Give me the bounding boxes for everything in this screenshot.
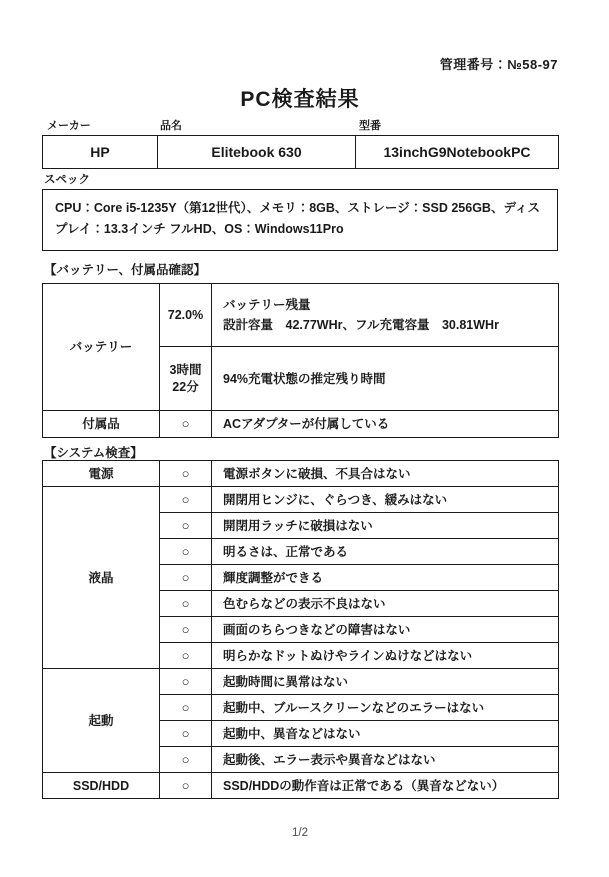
product-table xyxy=(42,135,559,169)
spec-box: CPU：Core i5-1235Y（第12世代）、メモリ：8GB、ストレージ：SSD 256GB、ディスプレイ：13.3インチ フルHD、OS：Windows11Pro xyxy=(42,189,558,251)
pass-circle-mark: ○ xyxy=(160,461,212,487)
pass-circle-mark: ○ xyxy=(160,773,212,799)
pass-circle-mark: ○ xyxy=(160,669,212,695)
battery-row-label: バッテリー xyxy=(43,284,160,411)
group-label-power: 電源 xyxy=(43,461,160,487)
system-section-title: 【システム検査】 xyxy=(44,446,143,460)
group-label-lcd: 液晶 xyxy=(43,487,160,669)
accessory-row xyxy=(43,411,559,438)
pass-circle-mark: ○ xyxy=(160,565,212,591)
pass-circle-mark: ○ xyxy=(160,513,212,539)
battery-runtime-minutes: 22分 xyxy=(172,379,199,394)
pass-circle-mark: ○ xyxy=(160,643,212,669)
check-item-text: 起動時間に異常はない xyxy=(212,669,559,695)
check-item-text: SSD/HDDの動作音は正常である（異音などない） xyxy=(212,773,559,799)
maker-value: HP xyxy=(43,136,158,169)
accessory-desc: ACアダプターが付属している xyxy=(212,411,559,438)
check-item-text: 明るさは、正常である xyxy=(212,539,559,565)
pass-circle-mark: ○ xyxy=(160,695,212,721)
check-item-text: 輝度調整ができる xyxy=(212,565,559,591)
system-inspection-table xyxy=(42,460,559,799)
battery-charge-desc-line2: 設計容量 42.77WHr、フル充電容量 30.81WHr xyxy=(223,318,499,332)
table-row xyxy=(43,773,559,799)
check-item-text: 電源ボタンに破損、不具合はない xyxy=(212,461,559,487)
model-column-label: 型番 xyxy=(359,120,381,132)
page-number: 1/2 xyxy=(292,827,308,839)
check-item-text: 画面のちらつきなどの障害はない xyxy=(212,617,559,643)
table-row xyxy=(43,461,559,487)
product-name-column-label: 品名 xyxy=(160,120,182,132)
management-number: 管理番号：№58-97 xyxy=(439,57,558,72)
check-item-text: 明らかなドットぬけやラインぬけなどはない xyxy=(212,643,559,669)
table-row xyxy=(43,669,559,695)
pass-circle-mark: ○ xyxy=(160,487,212,513)
check-item-text: 起動後、エラー表示や異音などはない xyxy=(212,747,559,773)
pass-circle-mark: ○ xyxy=(160,591,212,617)
pass-circle-mark: ○ xyxy=(160,747,212,773)
pass-circle-mark: ○ xyxy=(160,617,212,643)
group-label-boot: 起動 xyxy=(43,669,160,773)
table-row xyxy=(43,487,559,513)
product-name-value: Elitebook 630 xyxy=(158,136,356,169)
product-column-labels xyxy=(42,120,558,133)
check-item-text: 起動中、異音などはない xyxy=(212,721,559,747)
product-table-row xyxy=(43,136,559,169)
battery-runtime-desc: 94%充電状態の推定残り時間 xyxy=(212,347,559,411)
page-title: PC検査結果 xyxy=(240,88,360,111)
battery-charge-desc xyxy=(212,284,559,347)
check-item-text: 開閉用ラッチに破損はない xyxy=(212,513,559,539)
spec-section-label: スペック xyxy=(44,174,90,186)
check-item-text: 起動中、ブルースクリーンなどのエラーはない xyxy=(212,695,559,721)
battery-charge-value: 72.0% xyxy=(160,284,212,347)
pass-circle-mark: ○ xyxy=(160,721,212,747)
pass-circle-mark: ○ xyxy=(160,539,212,565)
battery-section-title: 【バッテリー、付属品確認】 xyxy=(44,263,207,277)
document-content xyxy=(42,0,558,840)
group-label-ssd-hdd: SSD/HDD xyxy=(43,773,160,799)
check-item-text: 色むらなどの表示不良はない xyxy=(212,591,559,617)
accessory-row-label: 付属品 xyxy=(43,411,160,438)
battery-runtime-value xyxy=(160,347,212,411)
battery-charge-desc-line1: バッテリー残量 xyxy=(223,298,311,312)
pass-circle-mark: ○ xyxy=(160,411,212,438)
maker-column-label: メーカー xyxy=(47,120,91,132)
battery-charge-row xyxy=(43,284,559,347)
battery-table xyxy=(42,283,559,438)
model-value: 13inchG9NotebookPC xyxy=(356,136,559,169)
battery-runtime-hours: 3時間 xyxy=(169,362,202,377)
check-item-text: 開閉用ヒンジに、ぐらつき、緩みはない xyxy=(212,487,559,513)
